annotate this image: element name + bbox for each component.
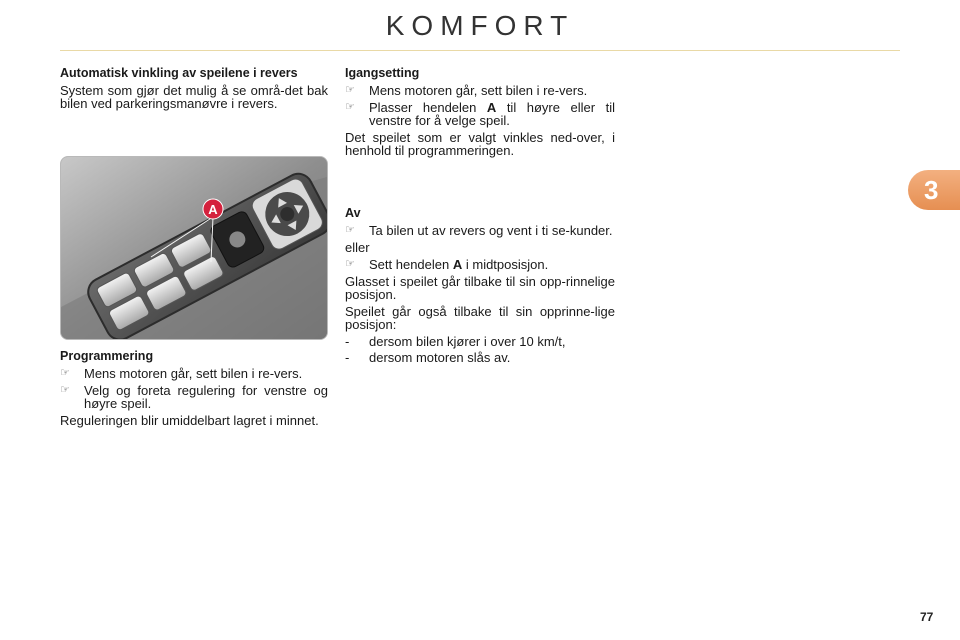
pointer-icon: ☞ [345, 224, 355, 236]
pointer-icon: ☞ [60, 384, 70, 396]
pointer-icon: ☞ [345, 101, 355, 113]
list-item: ☞ Plasser hendelen A til høyre eller til venstre for å velge speil. [345, 100, 615, 128]
section-heading-auto-tilt: Automatisk vinkling av speilene i revers [60, 66, 298, 80]
mirror-return-paragraph: Speilet går også tilbake til sin opprinne-lige posisjon: [345, 304, 615, 332]
callout-label-a: A [208, 202, 218, 217]
page-title: KOMFORT [385, 10, 575, 41]
list-item: ☞ Mens motoren går, sett bilen i re-vers. [60, 366, 303, 381]
memory-paragraph: Reguleringen blir umiddelbart lagret i minnet. [60, 413, 319, 428]
pointer-icon: ☞ [345, 84, 355, 96]
door-panel-illustration [61, 157, 327, 339]
pointer-icon: ☞ [60, 367, 70, 379]
list-item: - dersom bilen kjører i over 10 km/t, [345, 334, 566, 349]
list-item: ☞ Velg og foreta regulering for venstre og høyre speil. [60, 383, 328, 411]
mirror-control-figure [60, 156, 328, 340]
tilt-paragraph: Det speilet som er valgt vinkles ned-over, i henhold til programmeringen. [345, 130, 615, 158]
glass-paragraph: Glasset i speilet går tilbake til sin opp-rinnelige posisjon. [345, 274, 615, 302]
chapter-tab: 3 [908, 170, 960, 210]
section-heading-off: Av [345, 206, 361, 220]
section-heading-activation: Igangsetting [345, 66, 420, 80]
left-column [60, 67, 328, 114]
pointer-icon: ☞ [345, 258, 355, 270]
left-column-lower [60, 350, 328, 431]
list-item: - dersom motoren slås av. [345, 350, 511, 365]
middle-column [345, 67, 615, 367]
list-item: ☞ Mens motoren går, sett bilen i re-vers. [345, 83, 588, 98]
list-item: ☞ Sett hendelen A i midtposisjon. [345, 257, 549, 272]
section-heading-programming: Programmering [60, 349, 154, 363]
intro-paragraph: System som gjør det mulig å se områ-det bak bilen ved parkeringsmanøvre i revers. [60, 83, 328, 111]
list-item: ☞ Ta bilen ut av revers og vent i ti se-kunder. [345, 223, 613, 238]
page-number: 77 [920, 610, 934, 624]
or-text: eller [345, 240, 370, 255]
header-divider [60, 50, 900, 51]
